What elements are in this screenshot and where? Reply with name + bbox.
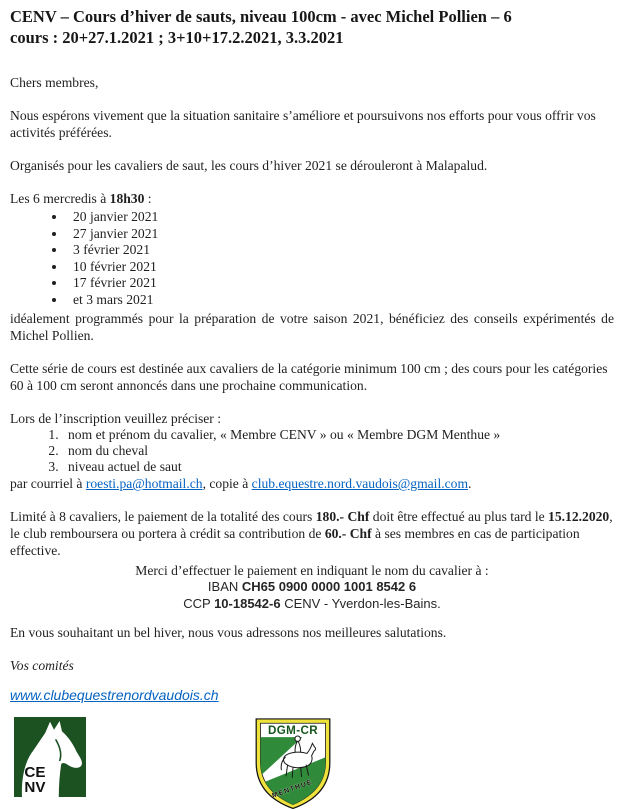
course-date-item: • 20 janvier 2021 xyxy=(67,209,614,226)
inscription-intro: Lors de l’inscription veuillez préciser : xyxy=(10,410,222,426)
paragraph-ideal: idéalement programmés pour la préparation de votre saison 2021, bénéficiez des conseils expérimentés de Michel Pollien. xyxy=(10,310,614,343)
inscription-list xyxy=(10,427,614,476)
dgm-logo-subtitle: MENTHUE xyxy=(271,778,314,800)
payment-deadline: 15.12.2020 xyxy=(548,509,610,525)
payment-refund-amount: 60.- Chf xyxy=(324,526,372,542)
email-line-text: par courriel à xyxy=(10,476,86,492)
course-date-item: • et 3 mars 2021 xyxy=(67,292,614,309)
course-date-item: • 10 février 2021 xyxy=(67,259,614,276)
payment-text: doit être effectué au plus tard le xyxy=(369,509,549,525)
payment-instruction: Merci d’effectuer le paiement en indiquant le nom du cavalier à : xyxy=(135,563,489,579)
payment-text: Limité à 8 cavaliers, le paiement de la totalité des cours xyxy=(10,509,316,525)
email-line-text: , copie à xyxy=(202,476,252,492)
inscription-item: 3. niveau actuel de saut xyxy=(62,459,614,475)
course-date-item: • 3 février 2021 xyxy=(67,242,614,259)
schedule-prefix: Les 6 mercredis à xyxy=(10,191,110,206)
ccp-label: CCP xyxy=(183,595,215,611)
closing-line: En vous souhaitant un bel hiver, nous vous adressons nos meilleures salutations. xyxy=(10,625,447,641)
website-line xyxy=(10,687,614,704)
paragraph-organised: Organisés pour les cavaliers de saut, les cours d’hiver 2021 se dérouleront à Malapalud. xyxy=(10,158,488,173)
logos-row xyxy=(10,717,614,810)
ccp-value: 10-18542-6 xyxy=(214,595,281,611)
cenv-logo xyxy=(14,717,86,797)
paragraph-serie: Cette série de cours est destinée aux cavaliers de la catégorie minimum 100 cm ; des cours pour les catégories 60 à 100 cm seront annoncés dans une prochaine communication. xyxy=(10,360,608,393)
email-line-text: . xyxy=(468,476,472,492)
title-line-1: CENV – Cours d’hiver de sauts, niveau 100cm - avec Michel Pollien – 6 xyxy=(10,7,512,26)
payment-paragraph xyxy=(10,508,614,559)
schedule-time: 18h30 xyxy=(109,191,145,206)
cenv-logo-text-line1: CE xyxy=(24,764,46,782)
dgm-logo-title: DGM-CR xyxy=(267,724,319,738)
greeting: Chers membres, xyxy=(10,75,99,90)
course-dates-list xyxy=(10,209,614,309)
email-link-roesti[interactable]: roesti.pa@hotmail.ch xyxy=(85,476,203,492)
inscription-item: 2. nom du cheval xyxy=(62,443,614,459)
ccp-rest: CENV - Yverdon-les-Bains. xyxy=(280,595,441,611)
title-line-2: cours : 20+27.1.2021 ; 3+10+17.2.2021, 3.3.2021 xyxy=(10,28,344,47)
email-line xyxy=(10,475,614,492)
iban-line xyxy=(10,579,614,596)
iban-value: CH65 0900 0000 1001 8542 6 xyxy=(241,579,417,595)
cenv-logo-text-line2: NV xyxy=(24,779,46,797)
payment-text: à ses membres en cas de participation effective. xyxy=(10,526,580,559)
email-link-club[interactable]: club.equestre.nord.vaudois@gmail.com xyxy=(251,476,469,492)
iban-label: IBAN xyxy=(207,579,242,595)
course-date-item: • 27 janvier 2021 xyxy=(67,226,614,243)
ccp-line xyxy=(10,596,614,613)
payment-amount-total: 180.- Chf xyxy=(315,509,370,525)
dgm-logo xyxy=(246,717,340,810)
website-link[interactable]: www.clubequestrenordvaudois.ch xyxy=(10,687,219,704)
inscription-item: 1. nom et prénom du cavalier, « Membre CENV » ou « Membre DGM Menthue » xyxy=(62,427,614,443)
paragraph-hope: Nous espérons vivement que la situation sanitaire s’améliore et poursuivons nos efforts pour vous offrir vos activités préférées. xyxy=(10,108,596,140)
page-title xyxy=(10,6,614,48)
schedule-intro xyxy=(10,190,614,207)
payment-text: , le club remboursera ou portera à crédit sa contribution de xyxy=(10,509,613,542)
course-date-item: • 17 février 2021 xyxy=(67,275,614,292)
schedule-suffix: : xyxy=(144,191,152,206)
signature: Vos comités xyxy=(10,658,74,674)
